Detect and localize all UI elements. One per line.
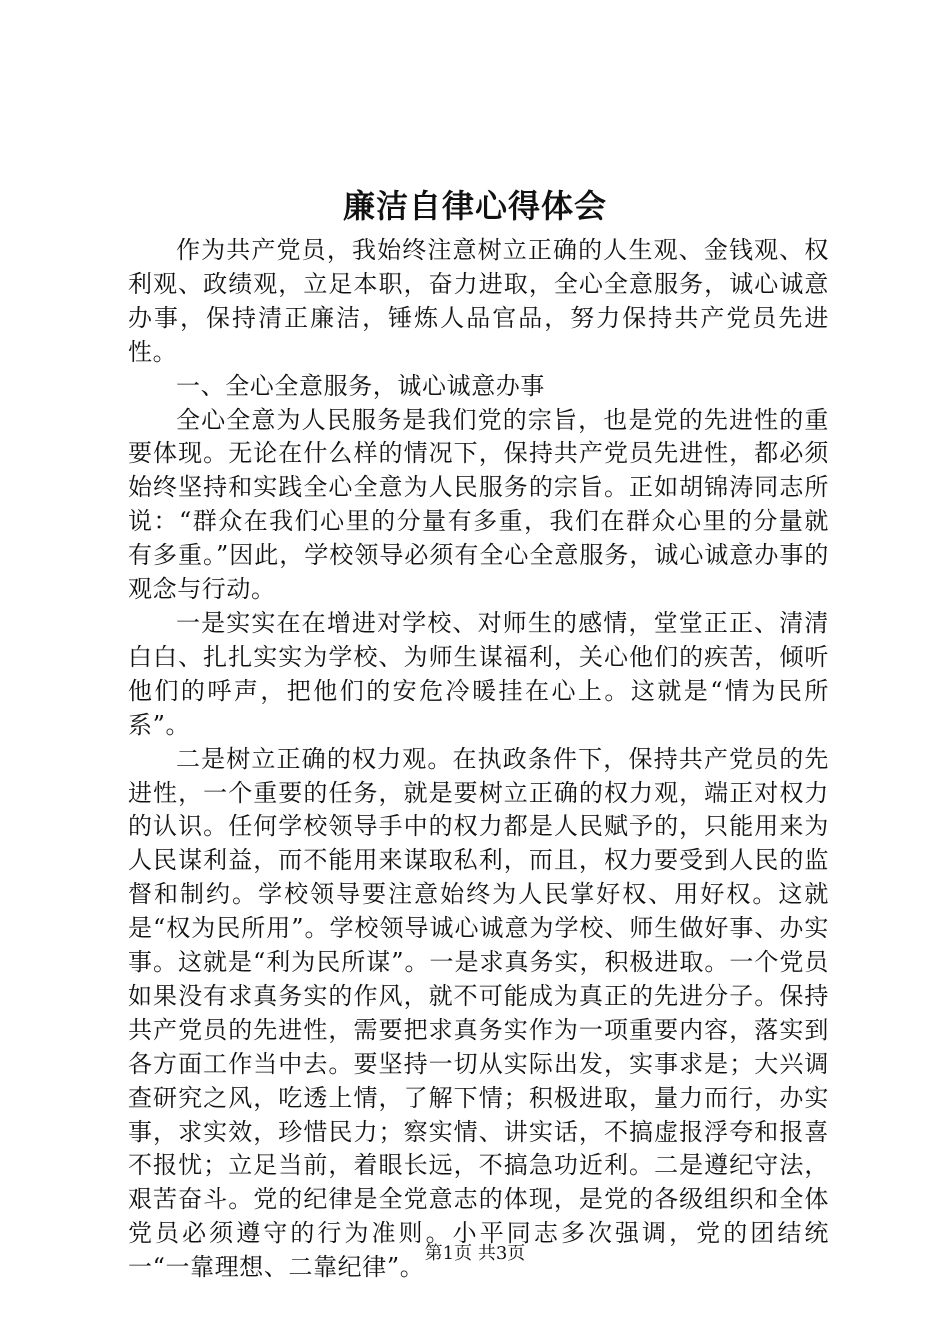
document-title: 廉洁自律心得体会	[342, 187, 607, 225]
section-heading-1: 一、全心全意服务，诚心诚意办事	[176, 371, 545, 400]
page-footer: 第1页 共3页	[424, 1243, 526, 1264]
paragraph-point-2: 二是树立正确的权力观。在执政条件下，保持共产党员的先进性，一个重要的任务，就是要树立正确的权力观，端正对权力的认识。任何学校领导手中的权力都是人民赋予的，只能用来为人民谋利益，而不能用来谋取私利，而且，权力要受到人民的监督和制约。学校领导要注意始终为人民掌好权、用好权。这就是“权为民所用”。学校领导诚心诚意为学校、师生做好事、办实事。这就是“利为民所谋”。一是求真务实，积极进取。一个党员如果没有求真务实的作风，就不可能成为真正的先进分子。保持共产党员的先进性，需要把求真务实作为一项重要内容，落实到各方面工作当中去。要坚持一切从实际出发，实事求是；大兴调查研究之风，吃透上情，了解下情；积极进取，量力而行，办实事，求实效，珍惜民力；察实情、讲实话，不搞虚报浮夸和报喜不报忧；立足当前，着眼长远，不搞急功近利。二是遵纪守法，艰苦奋斗。党的纪律是全党意志的体现，是党的各级组织和全体党员必须遵守的行为准则。小平同志多次强调，党的团结统一“一靠理想、二靠纪律”。	[128, 744, 829, 1282]
paragraph-intro: 作为共产党员，我始终注意树立正确的人生观、金钱观、权利观、政绩观，立足本职，奋力进取，全心全意服务，诚心诚意办事，保持清正廉洁，锤炼人品官品，努力保持共产党员先进性。	[128, 236, 829, 366]
paragraph-purpose: 全心全意为人民服务是我们党的宗旨，也是党的先进性的重要体现。无论在什么样的情况下，保持共产党员先进性，都必须始终坚持和实践全心全意为人民服务的宗旨。正如胡锦涛同志所说：“群众在我们心里的分量有多重，我们在群众心里的分量就有多重。”因此，学校领导必须有全心全意服务，诚心诚意办事的观念与行动。	[128, 405, 829, 604]
document-body	[128, 234, 829, 1285]
paragraph-point-1: 一是实实在在增进对学校、对师生的感情，堂堂正正、清清白白、扎扎实实为学校、为师生谋福利，关心他们的疾苦，倾听他们的呼声，把他们的安危冷暖挂在心上。这就是“情为民所系”。	[128, 608, 829, 739]
